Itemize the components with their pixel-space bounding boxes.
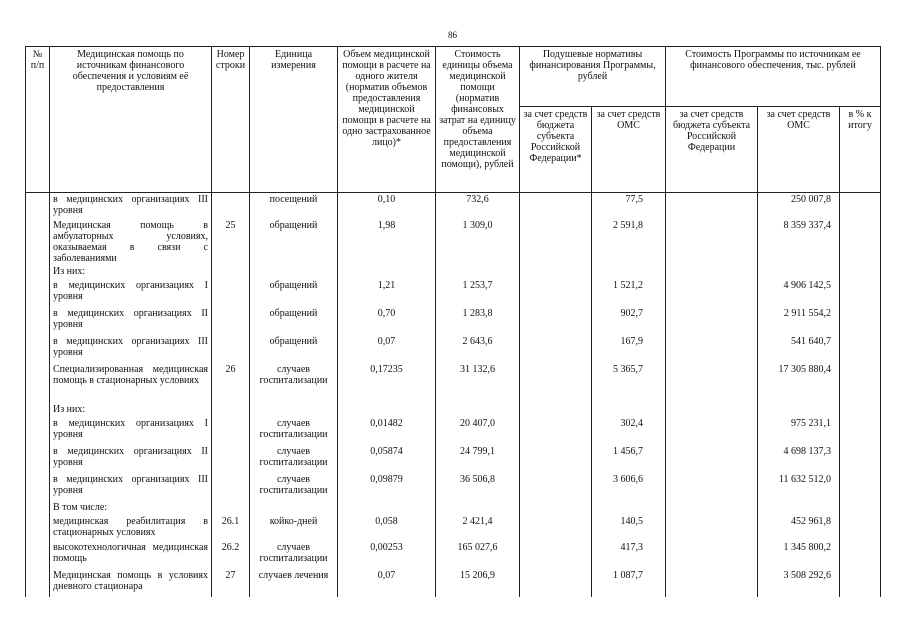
- row-pc-oms-cell: [592, 501, 666, 515]
- header-pr-oms: за счет средств ОМС: [758, 107, 840, 193]
- table-row: [26, 307, 881, 335]
- row-line-cell: [212, 501, 250, 515]
- row-num-cell: [26, 417, 50, 445]
- header-name: Медицинская помощь по источникам финансового обеспечения и условиям её предоставления: [50, 47, 212, 193]
- row-unit-cell: случаев госпитализации: [250, 445, 338, 473]
- row-unit-cell: обращений: [250, 279, 338, 307]
- row-num-cell: [26, 307, 50, 335]
- row-pr-oms-cell: [758, 403, 840, 417]
- row-volume-cell: 1,98: [338, 219, 436, 265]
- row-pr-oms-cell: [758, 501, 840, 515]
- row-pr-oms-cell: 17 305 880,4: [758, 363, 840, 403]
- row-pr-budget-cell: [666, 515, 758, 541]
- row-num-cell: [26, 445, 50, 473]
- row-unit-cell: [250, 501, 338, 515]
- row-num-cell: [26, 265, 50, 279]
- row-pct-cell: [840, 541, 881, 569]
- row-line-cell: 26: [212, 363, 250, 403]
- row-pct-cell: [840, 417, 881, 445]
- row-cost-cell: [436, 403, 520, 417]
- table-row: [26, 445, 881, 473]
- row-line-cell: [212, 335, 250, 363]
- table-row: [26, 403, 881, 417]
- row-pc-oms-cell: 3 606,6: [592, 473, 666, 501]
- row-num-cell: [26, 473, 50, 501]
- header-pc-budget: за счет средств бюджета субъекта Российской Федерации*: [520, 107, 592, 193]
- row-volume-cell: [338, 265, 436, 279]
- row-pc-oms-cell: [592, 403, 666, 417]
- row-pct-cell: [840, 335, 881, 363]
- row-pc-oms-cell: 1 456,7: [592, 445, 666, 473]
- header-pc-oms: за счет средств ОМС: [592, 107, 666, 193]
- table-row: [26, 501, 881, 515]
- row-volume-cell: 0,05874: [338, 445, 436, 473]
- row-pct-cell: [840, 219, 881, 265]
- row-unit-cell: случаев госпитализации: [250, 417, 338, 445]
- row-pct-cell: [840, 403, 881, 417]
- row-name-cell: в медицинских организациях II уровня: [50, 307, 212, 335]
- financing-table: [25, 46, 881, 597]
- data-table-wrapper: [25, 46, 880, 597]
- row-line-cell: 27: [212, 569, 250, 597]
- row-unit-cell: случаев госпитализации: [250, 473, 338, 501]
- table-row: [26, 473, 881, 501]
- row-pc-oms-cell: 167,9: [592, 335, 666, 363]
- row-volume-cell: 0,07: [338, 335, 436, 363]
- row-unit-cell: обращений: [250, 335, 338, 363]
- row-unit-cell: случаев лечения: [250, 569, 338, 597]
- row-pr-oms-cell: 11 632 512,0: [758, 473, 840, 501]
- row-num-cell: [26, 335, 50, 363]
- row-name-cell: медицинская реабилитация в стационарных условиях: [50, 515, 212, 541]
- row-line-cell: [212, 193, 250, 219]
- row-pc-budget-cell: [520, 569, 592, 597]
- row-cost-cell: 2 421,4: [436, 515, 520, 541]
- row-pr-oms-cell: 4 906 142,5: [758, 279, 840, 307]
- row-cost-cell: 36 506,8: [436, 473, 520, 501]
- row-name-cell: Медицинская помощь в амбулаторных условиях, оказываемая в связи с заболеваниями: [50, 219, 212, 265]
- row-cost-cell: 24 799,1: [436, 445, 520, 473]
- row-pc-budget-cell: [520, 417, 592, 445]
- row-pc-oms-cell: 902,7: [592, 307, 666, 335]
- row-cost-cell: 1 283,8: [436, 307, 520, 335]
- row-name-cell: высокотехнологичная медицинская помощь: [50, 541, 212, 569]
- row-volume-cell: 0,17235: [338, 363, 436, 403]
- row-volume-cell: 0,01482: [338, 417, 436, 445]
- row-cost-cell: 1 309,0: [436, 219, 520, 265]
- row-num-cell: [26, 219, 50, 265]
- header-unit: Единица измерения: [250, 47, 338, 193]
- row-pct-cell: [840, 569, 881, 597]
- row-num-cell: [26, 279, 50, 307]
- row-pr-oms-cell: 1 345 800,2: [758, 541, 840, 569]
- row-cost-cell: 732,6: [436, 193, 520, 219]
- row-line-cell: [212, 473, 250, 501]
- row-num-cell: [26, 403, 50, 417]
- row-pc-oms-cell: 5 365,7: [592, 363, 666, 403]
- row-pr-budget-cell: [666, 265, 758, 279]
- row-line-cell: 25: [212, 219, 250, 265]
- row-unit-cell: посещений: [250, 193, 338, 219]
- row-cost-cell: 15 206,9: [436, 569, 520, 597]
- row-pr-budget-cell: [666, 307, 758, 335]
- row-volume-cell: 0,10: [338, 193, 436, 219]
- row-pr-oms-cell: 250 007,8: [758, 193, 840, 219]
- table-row: [26, 219, 881, 265]
- row-pr-oms-cell: 3 508 292,6: [758, 569, 840, 597]
- row-pc-budget-cell: [520, 515, 592, 541]
- row-volume-cell: 0,70: [338, 307, 436, 335]
- row-line-cell: [212, 279, 250, 307]
- row-line-cell: [212, 403, 250, 417]
- row-name-cell: Медицинская помощь в условиях дневного стационара: [50, 569, 212, 597]
- row-line-cell: [212, 417, 250, 445]
- row-pc-budget-cell: [520, 541, 592, 569]
- row-pr-oms-cell: 452 961,8: [758, 515, 840, 541]
- row-line-cell: [212, 307, 250, 335]
- table-header: [26, 47, 881, 193]
- header-line: Номер строки: [212, 47, 250, 193]
- row-pr-budget-cell: [666, 445, 758, 473]
- table-row: [26, 265, 881, 279]
- row-pc-oms-cell: 1 521,2: [592, 279, 666, 307]
- row-pc-oms-cell: 140,5: [592, 515, 666, 541]
- row-name-cell: в медицинских организациях III уровня: [50, 335, 212, 363]
- row-volume-cell: 0,07: [338, 569, 436, 597]
- row-pc-budget-cell: [520, 307, 592, 335]
- row-pr-oms-cell: 4 698 137,3: [758, 445, 840, 473]
- row-pct-cell: [840, 307, 881, 335]
- row-pc-budget-cell: [520, 279, 592, 307]
- table-row: [26, 515, 881, 541]
- row-cost-cell: [436, 265, 520, 279]
- row-cost-cell: 31 132,6: [436, 363, 520, 403]
- row-name-cell: Из них:: [50, 403, 212, 417]
- table-row: [26, 363, 881, 403]
- row-pct-cell: [840, 515, 881, 541]
- row-pr-budget-cell: [666, 473, 758, 501]
- row-pr-oms-cell: 975 231,1: [758, 417, 840, 445]
- row-name-cell: в медицинских организациях III уровня: [50, 193, 212, 219]
- row-num-cell: [26, 363, 50, 403]
- row-pc-oms-cell: 2 591,8: [592, 219, 666, 265]
- row-cost-cell: 20 407,0: [436, 417, 520, 445]
- table-row: [26, 541, 881, 569]
- row-pct-cell: [840, 473, 881, 501]
- row-unit-cell: обращений: [250, 307, 338, 335]
- row-pc-budget-cell: [520, 193, 592, 219]
- row-pr-oms-cell: [758, 265, 840, 279]
- row-pc-budget-cell: [520, 265, 592, 279]
- header-cost: Стоимость единицы объема медицинской помощи (норматив финансовых затрат на единицу объема предоставления медицинской помощи), рублей: [436, 47, 520, 193]
- row-unit-cell: [250, 265, 338, 279]
- row-line-cell: [212, 265, 250, 279]
- row-pc-oms-cell: [592, 265, 666, 279]
- row-unit-cell: койко-дней: [250, 515, 338, 541]
- row-num-cell: [26, 569, 50, 597]
- row-pr-budget-cell: [666, 501, 758, 515]
- row-volume-cell: 0,00253: [338, 541, 436, 569]
- row-pc-budget-cell: [520, 403, 592, 417]
- table-row: [26, 569, 881, 597]
- row-pct-cell: [840, 501, 881, 515]
- row-name-cell: Из них:: [50, 265, 212, 279]
- table-body: [26, 193, 881, 597]
- row-pct-cell: [840, 279, 881, 307]
- header-pr-budget: за счет средств бюджета субъекта Российской Федерации: [666, 107, 758, 193]
- row-pr-budget-cell: [666, 417, 758, 445]
- header-program: Стоимость Программы по источникам ее финансового обеспечения, тыс. рублей: [666, 47, 881, 107]
- row-pc-budget-cell: [520, 335, 592, 363]
- header-pr-pct: в % к итогу: [840, 107, 881, 193]
- header-percapita: Подушевые нормативы финансирования Программы, рублей: [520, 47, 666, 107]
- row-pc-budget-cell: [520, 473, 592, 501]
- header-num: № п/п: [26, 47, 50, 193]
- page-number: 86: [448, 30, 457, 40]
- row-line-cell: 26.1: [212, 515, 250, 541]
- row-unit-cell: случаев госпитализации: [250, 363, 338, 403]
- row-volume-cell: [338, 403, 436, 417]
- row-pc-budget-cell: [520, 501, 592, 515]
- row-name-cell: в медицинских организациях III уровня: [50, 473, 212, 501]
- row-pr-oms-cell: 2 911 554,2: [758, 307, 840, 335]
- row-unit-cell: обращений: [250, 219, 338, 265]
- row-name-cell: в медицинских организациях I уровня: [50, 417, 212, 445]
- row-volume-cell: 0,058: [338, 515, 436, 541]
- row-pr-budget-cell: [666, 279, 758, 307]
- row-pc-oms-cell: 77,5: [592, 193, 666, 219]
- row-line-cell: [212, 445, 250, 473]
- row-pc-oms-cell: 417,3: [592, 541, 666, 569]
- row-pc-budget-cell: [520, 445, 592, 473]
- row-cost-cell: 2 643,6: [436, 335, 520, 363]
- table-row: [26, 193, 881, 219]
- row-unit-cell: случаев госпитализации: [250, 541, 338, 569]
- table-row: [26, 417, 881, 445]
- row-pr-budget-cell: [666, 219, 758, 265]
- row-pc-oms-cell: 1 087,7: [592, 569, 666, 597]
- row-pr-budget-cell: [666, 363, 758, 403]
- row-pct-cell: [840, 193, 881, 219]
- row-pct-cell: [840, 445, 881, 473]
- row-num-cell: [26, 541, 50, 569]
- row-pr-budget-cell: [666, 335, 758, 363]
- row-pc-budget-cell: [520, 363, 592, 403]
- row-pc-budget-cell: [520, 219, 592, 265]
- header-volume: Объем медицинской помощи в расчете на одного жителя (норматив объемов предоставления медицинской помощи в расчете на одно застрахованное лицо)*: [338, 47, 436, 193]
- row-num-cell: [26, 515, 50, 541]
- row-pr-budget-cell: [666, 541, 758, 569]
- row-volume-cell: 0,09879: [338, 473, 436, 501]
- row-num-cell: [26, 193, 50, 219]
- row-pr-budget-cell: [666, 193, 758, 219]
- row-name-cell: В том числе:: [50, 501, 212, 515]
- row-pct-cell: [840, 363, 881, 403]
- row-num-cell: [26, 501, 50, 515]
- row-cost-cell: [436, 501, 520, 515]
- table-row: [26, 279, 881, 307]
- row-line-cell: 26.2: [212, 541, 250, 569]
- row-volume-cell: [338, 501, 436, 515]
- row-name-cell: Специализированная медицинская помощь в стационарных условиях: [50, 363, 212, 403]
- row-cost-cell: 1 253,7: [436, 279, 520, 307]
- row-pct-cell: [840, 265, 881, 279]
- row-pr-budget-cell: [666, 569, 758, 597]
- table-row: [26, 335, 881, 363]
- row-pr-oms-cell: 541 640,7: [758, 335, 840, 363]
- row-name-cell: в медицинских организациях II уровня: [50, 445, 212, 473]
- row-pr-budget-cell: [666, 403, 758, 417]
- row-unit-cell: [250, 403, 338, 417]
- row-name-cell: в медицинских организациях I уровня: [50, 279, 212, 307]
- row-volume-cell: 1,21: [338, 279, 436, 307]
- row-pc-oms-cell: 302,4: [592, 417, 666, 445]
- row-pr-oms-cell: 8 359 337,4: [758, 219, 840, 265]
- row-cost-cell: 165 027,6: [436, 541, 520, 569]
